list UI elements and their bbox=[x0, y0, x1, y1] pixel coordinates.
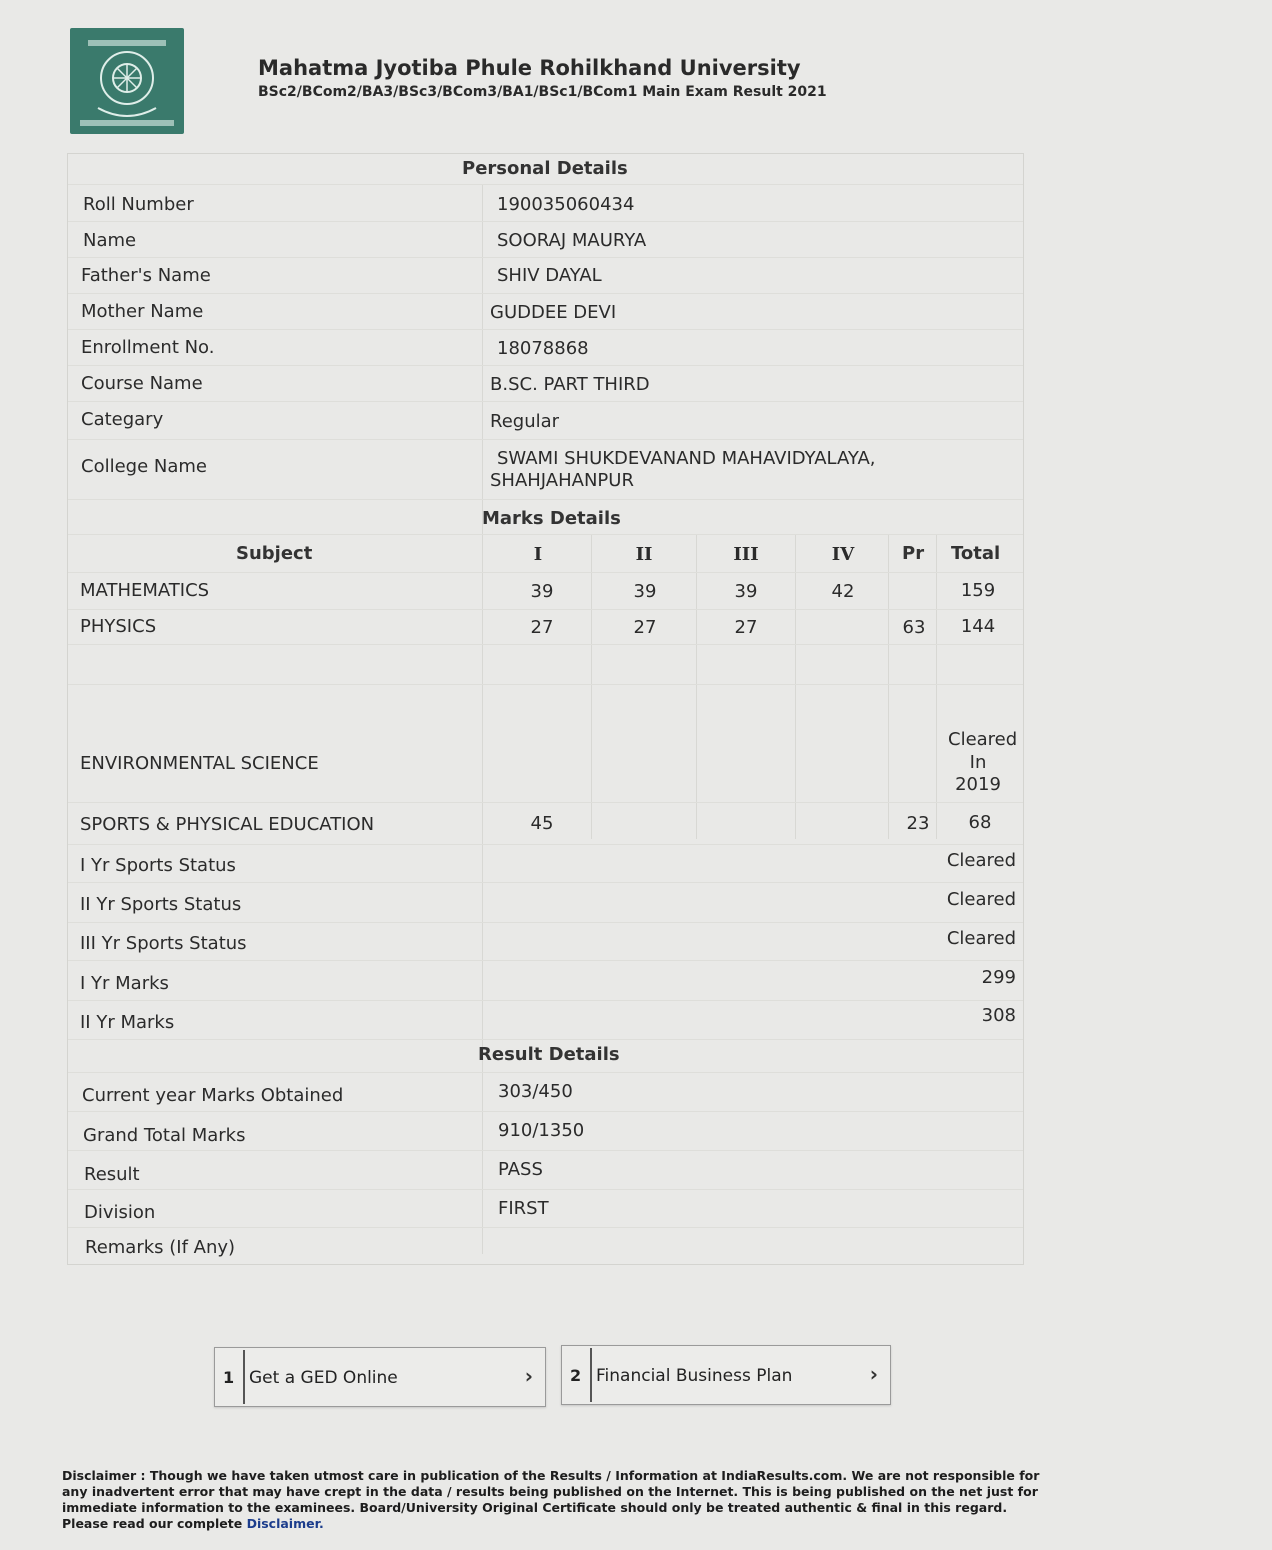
enrollment-value: 18078868 bbox=[497, 338, 589, 359]
marks-details-heading: Marks Details bbox=[482, 508, 621, 529]
roll-number-value: 190035060434 bbox=[497, 194, 635, 215]
subject-column-header: Subject bbox=[236, 543, 313, 564]
grand-total-value: 910/1350 bbox=[498, 1120, 585, 1141]
total-header: Total bbox=[951, 543, 1001, 564]
ad-link-ged-online[interactable] bbox=[214, 1347, 546, 1407]
result-details-heading: Result Details bbox=[478, 1044, 620, 1065]
status-row-value: Cleared bbox=[946, 850, 1016, 871]
college-name-label: College Name bbox=[81, 456, 207, 477]
chevron-right-icon: › bbox=[869, 1362, 878, 1386]
status-row-value: 299 bbox=[981, 967, 1016, 988]
sports-total: 68 bbox=[968, 812, 992, 833]
result-label: Result bbox=[84, 1164, 140, 1185]
course-name-value: B.SC. PART THIRD bbox=[490, 374, 650, 395]
math-paper-iii: 39 bbox=[734, 581, 758, 602]
exam-title: BSc2/BCom2/BA3/BSc3/BCom3/BA1/BSc1/BCom1 Main Exam Result 2021 bbox=[258, 84, 827, 100]
status-row-label: II Yr Marks bbox=[80, 1012, 175, 1033]
physics-paper-i: 27 bbox=[530, 617, 554, 638]
subject-sports: SPORTS & PHYSICAL EDUCATION bbox=[80, 814, 375, 835]
paper-iv-header: IV bbox=[831, 544, 855, 565]
math-total: 159 bbox=[960, 580, 996, 601]
division-value: FIRST bbox=[498, 1198, 549, 1219]
physics-paper-iii: 27 bbox=[734, 617, 758, 638]
math-paper-ii: 39 bbox=[633, 581, 657, 602]
mother-name-value: GUDDEE DEVI bbox=[490, 302, 617, 323]
remarks-label: Remarks (If Any) bbox=[85, 1237, 236, 1258]
env-status-line3: 2019 bbox=[955, 774, 1001, 795]
college-name-value: SWAMI SHUKDEVANAND MAHAVIDYALAYA, bbox=[497, 448, 876, 469]
sports-paper-i: 45 bbox=[530, 813, 554, 834]
enrollment-label: Enrollment No. bbox=[81, 337, 215, 358]
college-name-value-line2: SHAHJAHANPUR bbox=[490, 470, 634, 491]
roll-number-label: Roll Number bbox=[83, 194, 194, 215]
paper-ii-header: II bbox=[635, 544, 653, 565]
math-paper-i: 39 bbox=[530, 581, 554, 602]
env-status-line1: Cleared bbox=[948, 729, 1018, 750]
physics-paper-ii: 27 bbox=[633, 617, 657, 638]
result-value: PASS bbox=[498, 1159, 543, 1180]
physics-practical: 63 bbox=[902, 617, 926, 638]
grand-total-label: Grand Total Marks bbox=[83, 1125, 246, 1146]
practical-header: Pr bbox=[902, 543, 925, 564]
ad-number: 1 bbox=[223, 1368, 235, 1387]
status-row-label: I Yr Sports Status bbox=[80, 855, 236, 876]
status-row-value: 308 bbox=[981, 1005, 1016, 1026]
ad-number: 2 bbox=[570, 1366, 582, 1385]
university-title: Mahatma Jyotiba Phule Rohilkhand University bbox=[258, 56, 801, 80]
status-row-value: Cleared bbox=[946, 928, 1016, 949]
division-label: Division bbox=[84, 1202, 156, 1223]
status-row-label: II Yr Sports Status bbox=[80, 894, 242, 915]
course-name-label: Course Name bbox=[81, 373, 203, 394]
category-label: Categary bbox=[81, 409, 164, 430]
university-logo bbox=[70, 28, 184, 134]
category-value: Regular bbox=[490, 411, 560, 432]
current-year-marks-label: Current year Marks Obtained bbox=[82, 1085, 344, 1106]
physics-total: 144 bbox=[960, 616, 996, 637]
personal-details-heading: Personal Details bbox=[462, 158, 628, 179]
subject-environmental-science: ENVIRONMENTAL SCIENCE bbox=[80, 753, 319, 774]
status-row-label: I Yr Marks bbox=[80, 973, 169, 994]
status-row-value: Cleared bbox=[946, 889, 1016, 910]
disclaimer bbox=[62, 1468, 1052, 1532]
current-year-marks-value: 303/450 bbox=[498, 1081, 573, 1102]
ad-label: Get a GED Online bbox=[249, 1368, 398, 1388]
mother-name-label: Mother Name bbox=[81, 301, 204, 322]
father-name-value: SHIV DAYAL bbox=[497, 265, 602, 286]
father-name-label: Father's Name bbox=[81, 265, 211, 286]
paper-i-header: I bbox=[533, 544, 543, 565]
disclaimer-text: Disclaimer : Though we have taken utmost care in publication of the Results / Information at IndiaResults.com. We are not responsible for any inadvertent error that may have crept in the data / results being published on the Internet. This is being published on the net just for immediate information to the examinees. Board/University Original Certificate should only be treated authentic & final in this regard. Please read our complete bbox=[62, 1468, 1040, 1531]
status-row-label: III Yr Sports Status bbox=[80, 933, 247, 954]
ad-link-financial-business-plan[interactable] bbox=[561, 1345, 891, 1405]
chevron-right-icon: › bbox=[524, 1364, 533, 1388]
subject-mathematics: MATHEMATICS bbox=[80, 580, 210, 601]
disclaimer-link[interactable]: Disclaimer. bbox=[246, 1516, 324, 1531]
name-value: SOORAJ MAURYA bbox=[497, 230, 647, 251]
name-label: Name bbox=[83, 230, 137, 251]
subject-physics: PHYSICS bbox=[80, 616, 157, 637]
sports-practical: 23 bbox=[906, 813, 930, 834]
ad-label: Financial Business Plan bbox=[596, 1366, 793, 1386]
env-status-line2: In bbox=[969, 752, 987, 773]
math-paper-iv: 42 bbox=[831, 581, 855, 602]
paper-iii-header: III bbox=[733, 544, 759, 565]
